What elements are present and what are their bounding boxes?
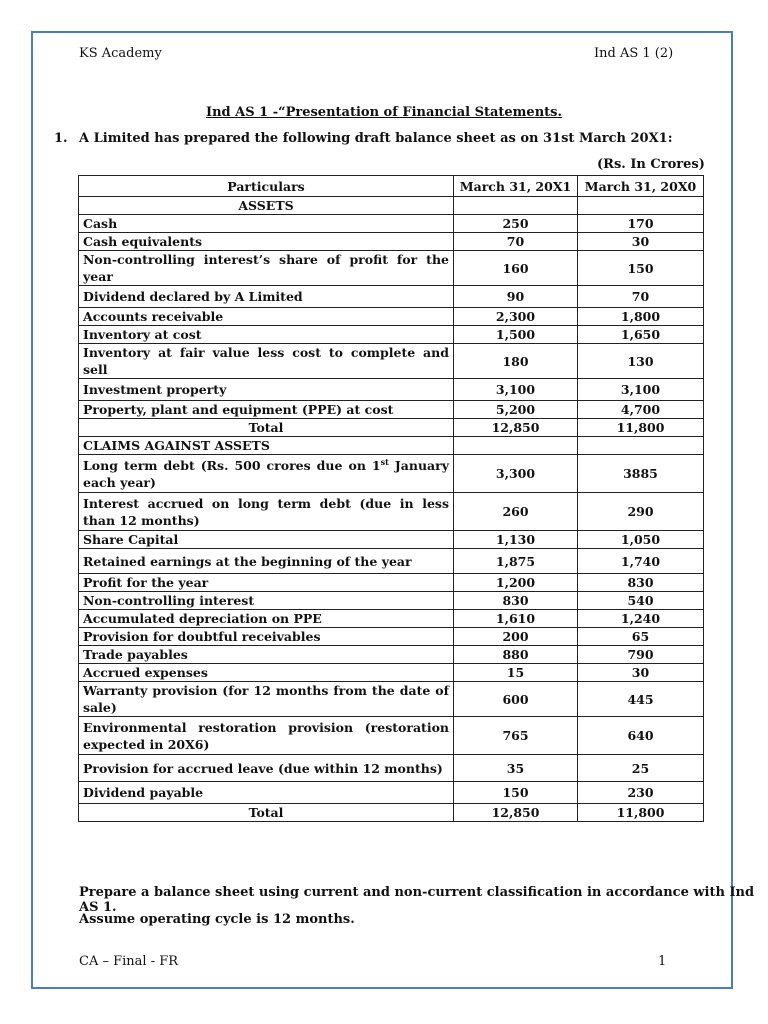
value-20x1-cell: 15 [454, 664, 578, 682]
question-text: A Limited has prepared the following draft balance sheet as on 31st March 20X1: [79, 131, 673, 146]
value-20x0-cell: 290 [578, 493, 704, 531]
particulars-cell: Dividend declared by A Limited [79, 286, 454, 308]
particulars-cell: Provision for doubtful receivables [79, 628, 454, 646]
particulars-cell: Non-controlling interest [79, 592, 454, 610]
particulars-cell: Inventory at fair value less cost to complete and sell [79, 344, 454, 379]
table-row [79, 664, 704, 682]
value-20x1-cell: 765 [454, 717, 578, 755]
value-20x0-cell: 1,740 [578, 549, 704, 574]
table-row [79, 592, 704, 610]
value-20x1-cell: 3,300 [454, 455, 578, 493]
claims-heading: CLAIMS AGAINST ASSETS [79, 437, 454, 455]
table-row [79, 455, 704, 493]
particulars-cell: Accounts receivable [79, 308, 454, 326]
table-row [79, 646, 704, 664]
assets-total-row [79, 419, 704, 437]
question-number: 1. [54, 131, 68, 146]
empty-cell [578, 437, 704, 455]
value-20x0-cell: 4,700 [578, 401, 704, 419]
table-body [79, 197, 704, 822]
unit-note: (Rs. In Crores) [597, 157, 705, 172]
table-row [79, 215, 704, 233]
table-header-row [79, 176, 704, 197]
value-20x1-cell: 1,130 [454, 531, 578, 549]
value-20x1-cell: 880 [454, 646, 578, 664]
particulars-cell: Interest accrued on long term debt (due in less than 12 months) [79, 493, 454, 531]
header-year-0: March 31, 20X0 [578, 176, 704, 197]
value-20x0-cell: 70 [578, 286, 704, 308]
value-20x0-cell: 640 [578, 717, 704, 755]
particulars-cell: Property, plant and equipment (PPE) at cost [79, 401, 454, 419]
value-20x0-cell: 25 [578, 755, 704, 782]
ltd-label-post: January each year) [83, 457, 449, 490]
claims-total-row [79, 804, 704, 822]
page-title [0, 105, 768, 120]
table-row [79, 493, 704, 531]
value-20x1-cell: 70 [454, 233, 578, 251]
table-row [79, 682, 704, 717]
table-row [79, 251, 704, 286]
table-row [79, 401, 704, 419]
empty-cell [454, 437, 578, 455]
particulars-cell: Cash equivalents [79, 233, 454, 251]
footer-right: 1 [658, 954, 667, 969]
value-20x0-cell: 30 [578, 664, 704, 682]
table-row [79, 286, 704, 308]
value-20x0-cell: 540 [578, 592, 704, 610]
value-20x1-cell: 12,850 [454, 804, 578, 822]
particulars-cell: Provision for accrued leave (due within 12 months) [79, 755, 454, 782]
assets-heading: ASSETS [79, 197, 454, 215]
question [54, 131, 673, 146]
particulars-cell [79, 455, 454, 493]
particulars-cell: Accumulated depreciation on PPE [79, 610, 454, 628]
value-20x0-cell: 3885 [578, 455, 704, 493]
value-20x1-cell: 3,100 [454, 379, 578, 401]
instruction-2: Assume operating cycle is 12 months. [79, 912, 355, 927]
value-20x0-cell: 170 [578, 215, 704, 233]
value-20x0-cell: 11,800 [578, 419, 704, 437]
value-20x1-cell: 90 [454, 286, 578, 308]
table-row [79, 574, 704, 592]
value-20x0-cell: 790 [578, 646, 704, 664]
value-20x0-cell: 1,800 [578, 308, 704, 326]
header-year-1: March 31, 20X1 [454, 176, 578, 197]
particulars-cell: Investment property [79, 379, 454, 401]
table-row [79, 628, 704, 646]
value-20x0-cell: 11,800 [578, 804, 704, 822]
value-20x0-cell: 445 [578, 682, 704, 717]
value-20x0-cell: 230 [578, 782, 704, 804]
value-20x0-cell: 1,650 [578, 326, 704, 344]
assets-heading-row [79, 197, 704, 215]
table-row [79, 549, 704, 574]
header-left: KS Academy [79, 46, 162, 61]
value-20x0-cell: 150 [578, 251, 704, 286]
value-20x1-cell: 160 [454, 251, 578, 286]
particulars-cell: Profit for the year [79, 574, 454, 592]
ltd-label-pre: Long term debt (Rs. 500 crores due on 1 [83, 457, 381, 473]
particulars-cell: Dividend payable [79, 782, 454, 804]
table-row [79, 308, 704, 326]
value-20x0-cell: 3,100 [578, 379, 704, 401]
table-row [79, 610, 704, 628]
total-label: Total [79, 419, 454, 437]
table-row [79, 233, 704, 251]
empty-cell [454, 197, 578, 215]
particulars-cell: Retained earnings at the beginning of the year [79, 549, 454, 574]
value-20x1-cell: 1,200 [454, 574, 578, 592]
particulars-cell: Accrued expenses [79, 664, 454, 682]
value-20x1-cell: 200 [454, 628, 578, 646]
table-row [79, 531, 704, 549]
particulars-cell: Share Capital [79, 531, 454, 549]
table-row [79, 326, 704, 344]
ltd-label-sup: st [380, 456, 389, 467]
table-row [79, 755, 704, 782]
title-text: Ind AS 1 -“Presentation of Financial Statements. [206, 105, 562, 120]
value-20x1-cell: 150 [454, 782, 578, 804]
value-20x0-cell: 1,050 [578, 531, 704, 549]
value-20x1-cell: 250 [454, 215, 578, 233]
value-20x1-cell: 1,500 [454, 326, 578, 344]
header-right: Ind AS 1 (2) [594, 46, 674, 61]
value-20x1-cell: 2,300 [454, 308, 578, 326]
footer-left: CA – Final - FR [79, 954, 179, 969]
value-20x0-cell: 830 [578, 574, 704, 592]
particulars-cell: Environmental restoration provision (restoration expected in 20X6) [79, 717, 454, 755]
value-20x0-cell: 30 [578, 233, 704, 251]
value-20x1-cell: 1,610 [454, 610, 578, 628]
table-row [79, 717, 704, 755]
claims-heading-row [79, 437, 704, 455]
value-20x1-cell: 5,200 [454, 401, 578, 419]
empty-cell [578, 197, 704, 215]
balance-sheet-table [78, 175, 704, 822]
total-label: Total [79, 804, 454, 822]
value-20x1-cell: 35 [454, 755, 578, 782]
value-20x1-cell: 180 [454, 344, 578, 379]
particulars-cell: Trade payables [79, 646, 454, 664]
table-row [79, 344, 704, 379]
table-row [79, 782, 704, 804]
value-20x0-cell: 130 [578, 344, 704, 379]
value-20x0-cell: 1,240 [578, 610, 704, 628]
value-20x0-cell: 65 [578, 628, 704, 646]
particulars-cell: Cash [79, 215, 454, 233]
header-particulars: Particulars [79, 176, 454, 197]
instruction-1: Prepare a balance sheet using current and non-current classification in accordance with Ind AS 1. [79, 885, 755, 915]
particulars-cell: Warranty provision (for 12 months from the date of sale) [79, 682, 454, 717]
value-20x1-cell: 1,875 [454, 549, 578, 574]
value-20x1-cell: 12,850 [454, 419, 578, 437]
particulars-cell: Inventory at cost [79, 326, 454, 344]
particulars-cell: Non-controlling interest’s share of profit for the year [79, 251, 454, 286]
table-row [79, 379, 704, 401]
value-20x1-cell: 600 [454, 682, 578, 717]
value-20x1-cell: 260 [454, 493, 578, 531]
value-20x1-cell: 830 [454, 592, 578, 610]
